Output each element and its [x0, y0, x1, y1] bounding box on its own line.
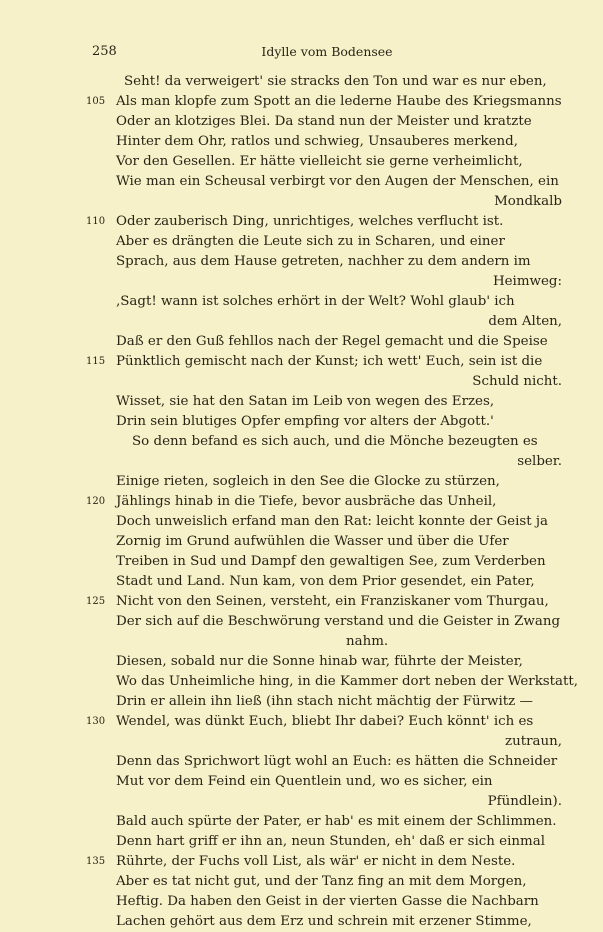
verse-line	[86, 72, 564, 92]
verse-line	[86, 112, 564, 132]
verse-line	[86, 252, 564, 272]
verse-line	[86, 712, 564, 732]
line-text: ‚Sagt! wann ist solches erhört in der Welt? Wohl glaub' ich	[116, 294, 515, 309]
verse-line	[86, 492, 564, 512]
verse-line	[86, 292, 564, 312]
verse-line	[86, 612, 564, 632]
verse-line	[86, 852, 564, 872]
line-number: 120	[86, 496, 106, 507]
line-text: Sprach, aus dem Hause getreten, nachher zu dem andern im	[116, 254, 531, 269]
verse-line	[86, 592, 564, 612]
verse-body	[86, 72, 579, 932]
line-text: Vor den Gesellen. Er hätte vielleicht sie gerne verheimlicht,	[116, 154, 523, 169]
line-text: So denn befand es sich auch, und die Mönche bezeugten es	[132, 434, 538, 449]
line-text: Wisset, sie hat den Satan im Leib von wegen des Erzes,	[116, 394, 495, 409]
verse-line	[86, 272, 564, 292]
line-text: Stadt und Land. Nun kam, von dem Prior gesendet, ein Pater,	[116, 574, 535, 589]
line-text: Denn hart griff er ihn an, neun Stunden, eh' daß er sich einmal	[116, 834, 545, 849]
line-text: Zornig im Grund aufwühlen die Wasser und über die Ufer	[116, 534, 509, 549]
line-number: 105	[86, 96, 106, 107]
line-text: Heimweg:	[492, 274, 562, 289]
line-text: Mondkalb	[494, 194, 562, 209]
verse-line	[86, 812, 564, 832]
line-text: Schuld nicht.	[472, 374, 562, 389]
line-number: 125	[86, 596, 106, 607]
line-text: Heftig. Da haben den Geist in der vierten Gasse die Nachbarn	[116, 894, 539, 909]
line-text: Jählings hinab in die Tiefe, bevor ausbräche das Unheil,	[116, 494, 497, 509]
verse-line	[86, 212, 564, 232]
verse-line	[86, 892, 564, 912]
line-text: Oder an klotziges Blei. Da stand nun der Meister und kratzte	[116, 114, 532, 129]
line-number: 110	[86, 216, 106, 227]
verse-line	[86, 352, 564, 372]
line-text: Denn das Sprichwort lügt wohl an Euch: es hätten die Schneider	[116, 754, 558, 769]
verse-line	[86, 532, 564, 552]
line-text: Nicht von den Seinen, versteht, ein Franziskaner vom Thurgau,	[116, 594, 549, 609]
line-text: Als man klopfe zum Spott an die lederne Haube des Kriegsmanns	[116, 94, 562, 109]
line-text: Aber es drängten die Leute sich zu in Scharen, und einer	[116, 234, 505, 249]
line-text: nahm.	[346, 634, 389, 649]
line-number: 115	[86, 356, 106, 367]
verse-line	[86, 372, 564, 392]
line-text: Diesen, sobald nur die Sonne hinab war, führte der Meister,	[116, 654, 523, 669]
page-header	[92, 44, 562, 62]
line-text: Bald auch spürte der Pater, er hab' es mit einem der Schlimmen.	[116, 814, 557, 829]
verse-line	[86, 152, 564, 172]
verse-line	[86, 312, 564, 332]
verse-line	[86, 92, 564, 112]
line-text: Der sich auf die Beschwörung verstand und die Geister in Zwang	[116, 614, 561, 629]
verse-line	[86, 552, 564, 572]
verse-line	[86, 172, 564, 192]
verse-line	[86, 412, 564, 432]
line-text: Wo das Unheimliche hing, in die Kammer dort neben der Werkstatt,	[116, 674, 579, 689]
page-number: 258	[92, 44, 117, 59]
line-number: 135	[86, 856, 106, 867]
line-number: 130	[86, 716, 106, 727]
line-text: Drin er allein ihn ließ (ihn stach nicht mächtig der Fürwitz —	[116, 694, 533, 709]
verse-line	[86, 692, 564, 712]
line-text: Treiben in Sud und Dampf den gewaltigen See, zum Verderben	[116, 554, 546, 569]
line-text: Wendel, was dünkt Euch, bliebt Ihr dabei? Euch könnt' ich es	[116, 714, 534, 729]
line-text: Rührte, der Fuchs voll List, als wär' er nicht in dem Neste.	[116, 854, 516, 869]
line-text: Hinter dem Ohr, ratlos und schwieg, Unsauberes merkend,	[116, 134, 518, 149]
verse-line	[86, 572, 564, 592]
verse-line	[86, 652, 564, 672]
line-text: selber.	[517, 454, 562, 469]
line-text: Oder zauberisch Ding, unrichtiges, welches verflucht ist.	[116, 214, 504, 229]
verse-line	[86, 872, 564, 892]
line-text: Drin sein blutiges Opfer empfing vor alters der Abgott.'	[116, 414, 494, 429]
verse-line	[86, 772, 564, 792]
verse-line	[86, 472, 564, 492]
verse-line	[86, 392, 564, 412]
verse-line	[86, 232, 564, 252]
verse-line	[86, 792, 564, 812]
verse-line	[86, 632, 564, 652]
verse-line	[86, 192, 564, 212]
line-text: Einige rieten, sogleich in den See die Glocke zu stürzen,	[116, 474, 500, 489]
verse-line	[86, 732, 564, 752]
line-text: Doch unweislich erfand man den Rat: leicht konnte der Geist ja	[116, 514, 549, 529]
line-text: Wie man ein Scheusal verbirgt vor den Augen der Menschen, ein	[116, 174, 559, 189]
line-text: Pfündlein).	[487, 794, 562, 809]
verse-line	[86, 452, 564, 472]
running-title: Idylle vom Bodensee	[261, 44, 393, 59]
line-text: zutraun,	[505, 734, 562, 749]
verse-line	[86, 332, 564, 352]
line-text: Aber es tat nicht gut, und der Tanz fing an mit dem Morgen,	[116, 874, 527, 889]
line-text: Lachen gehört aus dem Erz und schrein mit erzener Stimme,	[116, 914, 532, 929]
line-text: Pünktlich gemischt nach der Kunst; ich wett' Euch, sein ist die	[116, 354, 543, 369]
line-text: Seht! da verweigert' sie stracks den Ton und war es nur eben,	[124, 74, 547, 89]
line-text: Mut vor dem Feind ein Quentlein und, wo es sicher, ein	[116, 774, 493, 789]
verse-line	[86, 672, 579, 692]
verse-line	[86, 132, 564, 152]
verse-line	[86, 832, 564, 852]
line-text: dem Alten,	[488, 314, 562, 329]
verse-line	[86, 432, 564, 452]
verse-line	[86, 912, 564, 932]
verse-line	[86, 512, 564, 532]
line-text: Daß er den Guß fehllos nach der Regel gemacht und die Speise	[116, 334, 548, 349]
verse-line	[86, 752, 564, 772]
